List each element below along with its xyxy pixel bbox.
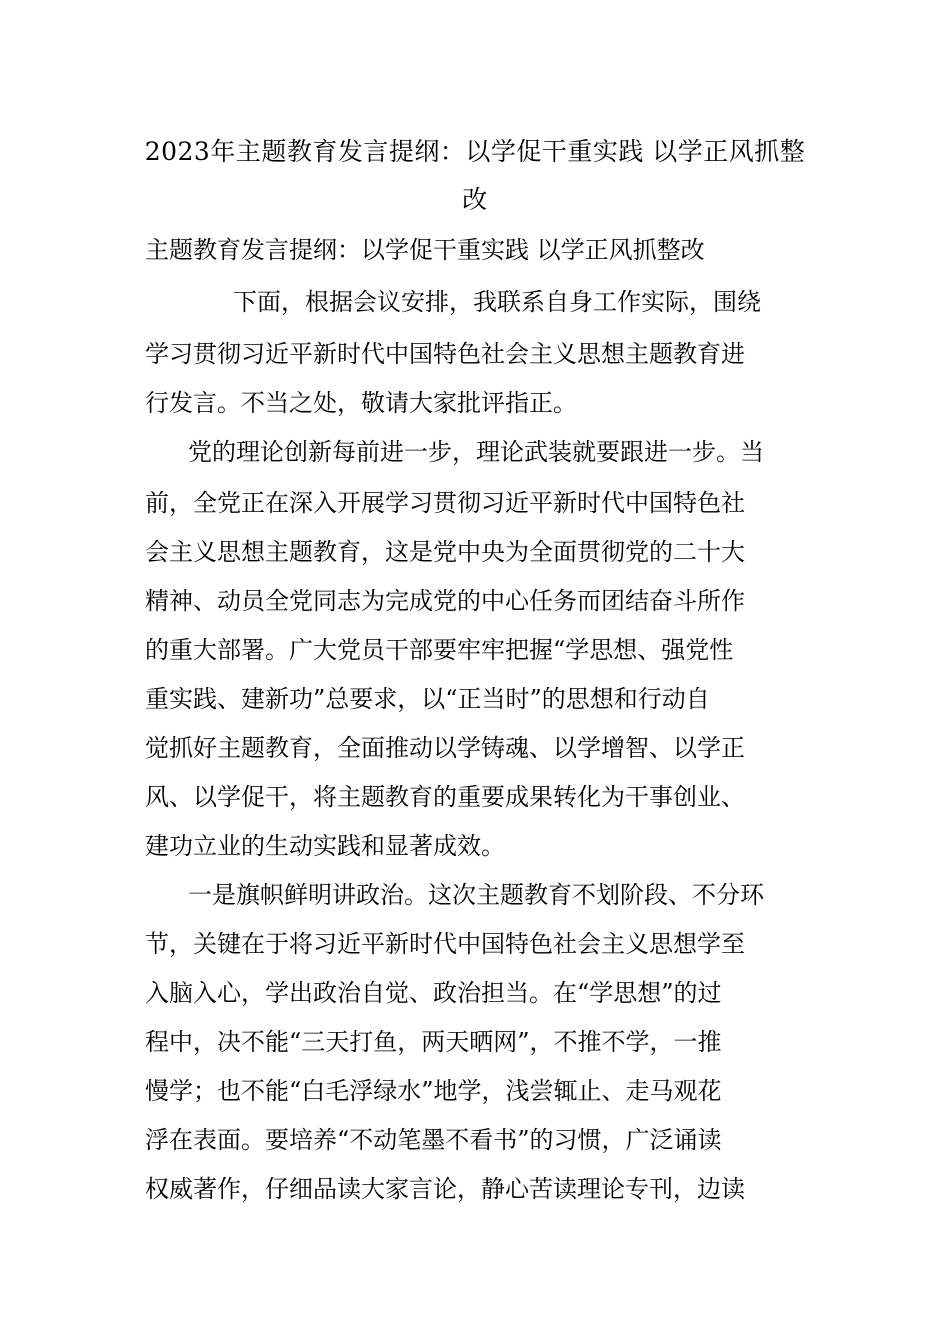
body-line: 慢学；也不能“白毛浮绿水”地学，浅尝辄止、走马观花	[145, 1077, 722, 1105]
body-line: 前，全党正在深入开展学习贯彻习近平新时代中国特色社	[145, 489, 745, 517]
body-line: 会主义思想主题教育，这是党中央为全面贯彻党的二十大	[145, 538, 745, 566]
body-line: 节，关键在于将习近平新时代中国特色社会主义思想学至	[145, 930, 745, 958]
body-line: 重实践、建新功”总要求，以“正当时”的思想和行动自	[145, 685, 710, 713]
body-line: 一是旗帜鲜明讲政治。这次主题教育不划阶段、不分环	[188, 881, 764, 909]
body-line: 学习贯彻习近平新时代中国特色社会主义思想主题教育进	[145, 340, 745, 368]
body-line: 党的理论创新每前进一步，理论武装就要跟进一步。当	[188, 438, 764, 466]
body-line: 入脑入心，学出政治自觉、政治担当。在“学思想”的过	[145, 979, 722, 1007]
body-line: 行发言。不当之处，敬请大家批评指正。	[145, 389, 577, 417]
document-subtitle: 主题教育发言提纲：以学促干重实践 以学正风抓整改	[145, 236, 705, 264]
body-line: 程中，决不能“三天打鱼，两天晒网”，不推不学，一推	[145, 1028, 722, 1056]
document-title: 2023年主题教育发言提纲：以学促干重实践 以学正风抓整改	[144, 137, 806, 214]
body-line: 建功立业的生动实践和显著成效。	[145, 832, 505, 860]
body-line: 浮在表面。要培养“不动笔墨不看书”的习惯，广泛诵读	[145, 1126, 722, 1154]
body-line: 的重大部署。广大党员干部要牢牢把握“学思想、强党性	[145, 636, 734, 664]
body-line: 风、以学促干，将主题教育的重要成果转化为干事创业、	[145, 783, 745, 811]
body-line: 权威著作，仔细品读大家言论，静心苦读理论专刊，边读	[145, 1175, 745, 1203]
body-line: 觉抓好主题教育，全面推动以学铸魂、以学增智、以学正	[145, 734, 745, 762]
body-line: 下面，根据会议安排，我联系自身工作实际，围绕	[233, 288, 761, 316]
body-line: 精神、动员全党同志为完成党的中心任务而团结奋斗所作	[145, 587, 745, 615]
